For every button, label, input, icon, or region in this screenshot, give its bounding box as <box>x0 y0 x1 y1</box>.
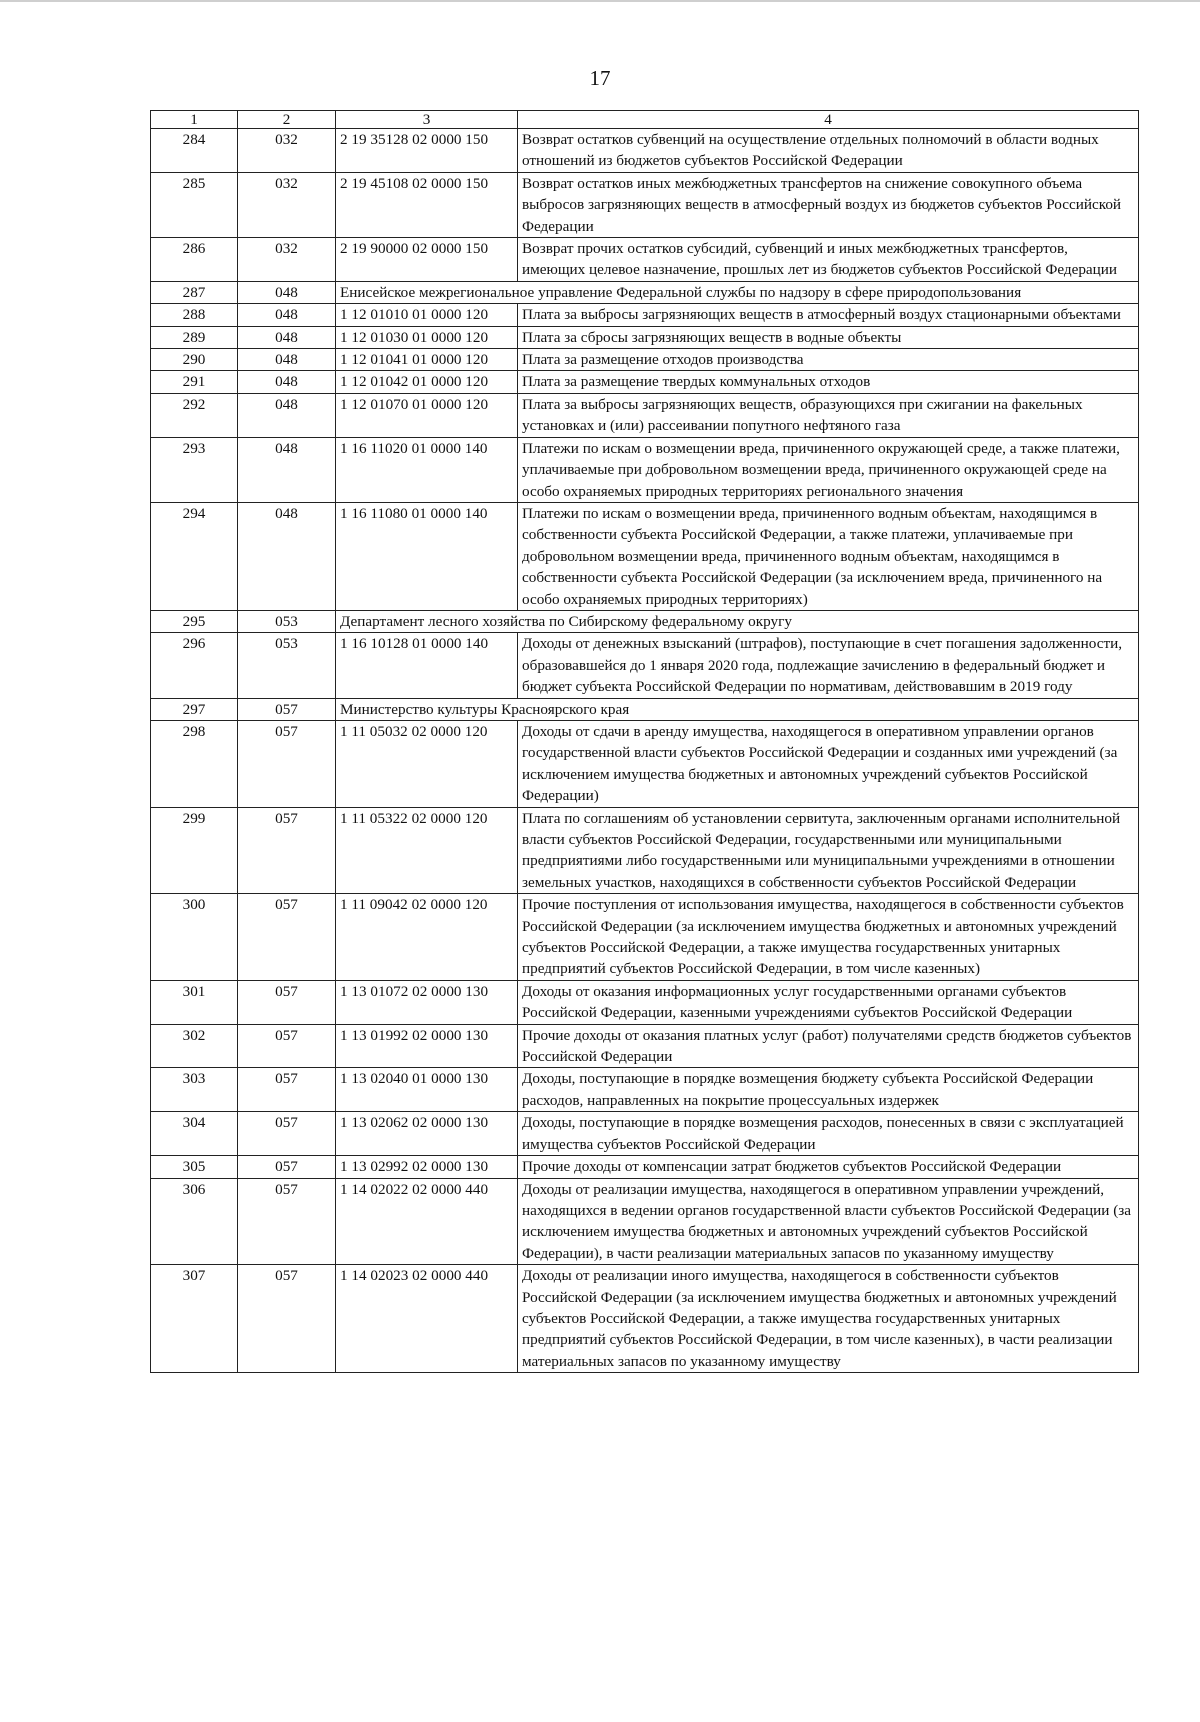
admin-code: 057 <box>238 1112 336 1156</box>
budget-classification-code: 1 14 02022 02 0000 440 <box>336 1178 518 1265</box>
admin-code: 032 <box>238 172 336 237</box>
column-header-2: 2 <box>238 111 336 129</box>
administrator-name: Енисейское межрегиональное управление Федеральной службы по надзору в сфере природопользования <box>336 281 1139 303</box>
admin-code: 048 <box>238 371 336 393</box>
revenue-name: Плата за сбросы загрязняющих веществ в водные объекты <box>518 326 1139 348</box>
column-header-3: 3 <box>336 111 518 129</box>
table-row <box>151 807 1139 894</box>
revenue-name: Доходы от реализации иного имущества, находящегося в собственности субъектов Российской Федерации (за исключением имущества бюджетных и автономных учреждений субъектов Российской Федерации, а также имущества государственных унитарных предприятий субъектов Российской Федерации, в том числе казенных), в части реализации материальных запасов по указанному имуществу <box>518 1265 1139 1373</box>
table-row <box>151 894 1139 981</box>
budget-codes-table <box>150 110 1139 1373</box>
revenue-name: Плата за выбросы загрязняющих веществ в атмосферный воздух стационарными объектами <box>518 304 1139 326</box>
row-number: 297 <box>151 698 238 720</box>
budget-classification-code: 1 12 01070 01 0000 120 <box>336 393 518 437</box>
section-header-row <box>151 281 1139 303</box>
section-header-row <box>151 698 1139 720</box>
admin-code: 032 <box>238 238 336 282</box>
section-header-row <box>151 610 1139 632</box>
budget-classification-code: 1 12 01041 01 0000 120 <box>336 349 518 371</box>
admin-code: 053 <box>238 633 336 698</box>
row-number: 299 <box>151 807 238 894</box>
budget-classification-code: 1 13 02992 02 0000 130 <box>336 1156 518 1178</box>
admin-code: 057 <box>238 1178 336 1265</box>
revenue-name: Доходы от денежных взысканий (штрафов), поступающие в счет погашения задолженности, образовавшейся до 1 января 2020 года, подлежащие зачислению в федеральный бюджет и бюджет субъекта Российской Федерации по нормативам, действовавшим в 2019 году <box>518 633 1139 698</box>
revenue-name: Доходы, поступающие в порядке возмещения расходов, понесенных в связи с эксплуатацией имущества субъектов Российской Федерации <box>518 1112 1139 1156</box>
revenue-name: Платежи по искам о возмещении вреда, причиненного водным объектам, находящимся в собственности субъекта Российской Федерации, а также платежи, уплачиваемые при добровольном возмещении вреда, причиненного водным объектам, находящимся в собственности субъекта Российской Федерации (за исключением вреда, причиненного на особо охраняемых природных территориях) <box>518 502 1139 610</box>
row-number: 288 <box>151 304 238 326</box>
revenue-name: Платежи по искам о возмещении вреда, причиненного окружающей среде, а также платежи, уплачиваемые при добровольном возмещении вреда, причиненного окружающей среде на особо охраняемых природных территориях регионального значения <box>518 437 1139 502</box>
budget-classification-code: 1 11 05032 02 0000 120 <box>336 720 518 807</box>
table-row <box>151 633 1139 698</box>
budget-classification-code: 1 11 05322 02 0000 120 <box>336 807 518 894</box>
budget-classification-code: 1 12 01042 01 0000 120 <box>336 371 518 393</box>
revenue-name: Плата по соглашениям об установлении сервитута, заключенным органами исполнительной власти субъектов Российской Федерации, государственными или муниципальными предприятиями либо государственными или муниципальными учреждениями в отношении земельных участков, находящихся в собственности субъектов Российской Федерации <box>518 807 1139 894</box>
revenue-name: Возврат остатков субвенций на осуществление отдельных полномочий в области водных отношений из бюджетов субъектов Российской Федерации <box>518 129 1139 173</box>
row-number: 285 <box>151 172 238 237</box>
admin-code: 048 <box>238 349 336 371</box>
budget-classification-code: 2 19 35128 02 0000 150 <box>336 129 518 173</box>
budget-classification-code: 1 13 01992 02 0000 130 <box>336 1024 518 1068</box>
budget-classification-code: 1 16 11020 01 0000 140 <box>336 437 518 502</box>
revenue-name: Прочие поступления от использования имущества, находящегося в собственности субъектов Российской Федерации (за исключением имущества бюджетных и автономных учреждений субъектов Российской Федерации, а также имущества государственных унитарных предприятий субъектов Российской Федерации, в том числе казенных) <box>518 894 1139 981</box>
row-number: 291 <box>151 371 238 393</box>
revenue-name: Плата за размещение твердых коммунальных отходов <box>518 371 1139 393</box>
row-number: 293 <box>151 437 238 502</box>
table-row <box>151 1112 1139 1156</box>
row-number: 287 <box>151 281 238 303</box>
revenue-name: Возврат прочих остатков субсидий, субвенций и иных межбюджетных трансфертов, имеющих целевое назначение, прошлых лет из бюджетов субъектов Российской Федерации <box>518 238 1139 282</box>
table-row <box>151 1156 1139 1178</box>
table-row <box>151 238 1139 282</box>
administrator-name: Департамент лесного хозяйства по Сибирскому федеральному округу <box>336 610 1139 632</box>
row-number: 290 <box>151 349 238 371</box>
revenue-name: Прочие доходы от компенсации затрат бюджетов субъектов Российской Федерации <box>518 1156 1139 1178</box>
revenue-name: Доходы от оказания информационных услуг государственными органами субъектов Российской Федерации, казенными учреждениями субъектов Российской Федерации <box>518 980 1139 1024</box>
row-number: 295 <box>151 610 238 632</box>
budget-classification-code: 1 13 01072 02 0000 130 <box>336 980 518 1024</box>
revenue-name: Доходы, поступающие в порядке возмещения бюджету субъекта Российской Федерации расходов, направленных на покрытие процессуальных издержек <box>518 1068 1139 1112</box>
row-number: 303 <box>151 1068 238 1112</box>
revenue-name: Возврат остатков иных межбюджетных трансфертов на снижение совокупного объема выбросов загрязняющих веществ в атмосферный воздух из бюджетов субъектов Российской Федерации <box>518 172 1139 237</box>
row-number: 286 <box>151 238 238 282</box>
table-row <box>151 1024 1139 1068</box>
budget-classification-code: 1 16 10128 01 0000 140 <box>336 633 518 698</box>
admin-code: 053 <box>238 610 336 632</box>
table-body <box>151 129 1139 1373</box>
budget-classification-code: 1 12 01030 01 0000 120 <box>336 326 518 348</box>
budget-classification-code: 1 16 11080 01 0000 140 <box>336 502 518 610</box>
admin-code: 048 <box>238 304 336 326</box>
row-number: 305 <box>151 1156 238 1178</box>
table-row <box>151 1178 1139 1265</box>
budget-classification-code: 2 19 90000 02 0000 150 <box>336 238 518 282</box>
budget-classification-code: 1 14 02023 02 0000 440 <box>336 1265 518 1373</box>
table-row <box>151 326 1139 348</box>
admin-code: 057 <box>238 894 336 981</box>
row-number: 296 <box>151 633 238 698</box>
table-row <box>151 129 1139 173</box>
revenue-name: Плата за выбросы загрязняющих веществ, образующихся при сжигании на факельных установках и (или) рассеивании попутного нефтяного газа <box>518 393 1139 437</box>
row-number: 294 <box>151 502 238 610</box>
row-number: 289 <box>151 326 238 348</box>
admin-code: 048 <box>238 502 336 610</box>
table-row <box>151 1068 1139 1112</box>
admin-code: 057 <box>238 807 336 894</box>
table-row <box>151 502 1139 610</box>
budget-classification-code: 1 13 02062 02 0000 130 <box>336 1112 518 1156</box>
budget-classification-code: 1 12 01010 01 0000 120 <box>336 304 518 326</box>
admin-code: 048 <box>238 437 336 502</box>
table-row <box>151 304 1139 326</box>
column-header-1: 1 <box>151 111 238 129</box>
admin-code: 057 <box>238 980 336 1024</box>
page-number: 17 <box>589 66 611 90</box>
table-row <box>151 437 1139 502</box>
table-row <box>151 349 1139 371</box>
administrator-name: Министерство культуры Красноярского края <box>336 698 1139 720</box>
budget-classification-code: 1 13 02040 01 0000 130 <box>336 1068 518 1112</box>
table-row <box>151 1265 1139 1373</box>
budget-classification-code: 1 11 09042 02 0000 120 <box>336 894 518 981</box>
row-number: 304 <box>151 1112 238 1156</box>
table-row <box>151 720 1139 807</box>
table-row <box>151 393 1139 437</box>
scan-edge <box>0 0 1200 2</box>
row-number: 284 <box>151 129 238 173</box>
admin-code: 048 <box>238 281 336 303</box>
column-header-4: 4 <box>518 111 1139 129</box>
admin-code: 048 <box>238 326 336 348</box>
row-number: 306 <box>151 1178 238 1265</box>
row-number: 307 <box>151 1265 238 1373</box>
row-number: 300 <box>151 894 238 981</box>
row-number: 302 <box>151 1024 238 1068</box>
admin-code: 057 <box>238 1024 336 1068</box>
admin-code: 057 <box>238 1265 336 1373</box>
admin-code: 048 <box>238 393 336 437</box>
row-number: 301 <box>151 980 238 1024</box>
revenue-name: Плата за размещение отходов производства <box>518 349 1139 371</box>
row-number: 292 <box>151 393 238 437</box>
table-header-row <box>151 111 1139 129</box>
table-row <box>151 980 1139 1024</box>
table-row <box>151 172 1139 237</box>
revenue-name: Доходы от реализации имущества, находящегося в оперативном управлении учреждений, находящихся в ведении органов государственной власти субъектов Российской Федерации (за исключением имущества бюджетных и автономных учреждений субъектов Российской Федерации), в части реализации материальных запасов по указанному имуществу <box>518 1178 1139 1265</box>
admin-code: 057 <box>238 720 336 807</box>
admin-code: 057 <box>238 698 336 720</box>
row-number: 298 <box>151 720 238 807</box>
revenue-name: Доходы от сдачи в аренду имущества, находящегося в оперативном управлении органов государственной власти субъектов Российской Федерации и созданных ими учреждений (за исключением имущества бюджетных и автономных учреждений субъектов Российской Федерации) <box>518 720 1139 807</box>
admin-code: 057 <box>238 1156 336 1178</box>
table-row <box>151 371 1139 393</box>
budget-classification-code: 2 19 45108 02 0000 150 <box>336 172 518 237</box>
revenue-name: Прочие доходы от оказания платных услуг (работ) получателями средств бюджетов субъектов Российской Федерации <box>518 1024 1139 1068</box>
admin-code: 032 <box>238 129 336 173</box>
admin-code: 057 <box>238 1068 336 1112</box>
